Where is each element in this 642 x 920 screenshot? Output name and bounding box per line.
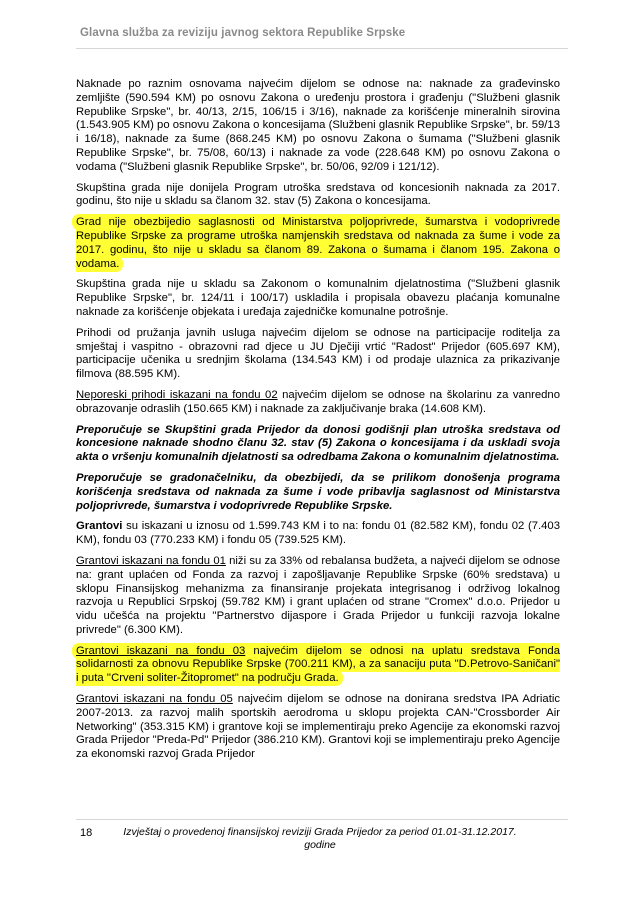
text-fund01: niži su za 33% od rebalansa budžeta, a najveći dijelom se odnose na: grant uplaćen od Fonda za razvoj i zapošljavanje Republike Srpske (60% sredstava) u sklopu Finansijskog mehanizma za finansiranje projekata integrisanog i održivog lokalnog razvoja u Republici Srpskoj (59.782 KM) i grant uplaćen od strane "Cromex" d.o.o. Prijedor u vidu učešća na projektu ''Partnerstvo dijaspore i Grada Prijedor u funkciji razvoja lokalne privrede" (6.300 KM).	[76, 554, 560, 636]
page-number: 18	[80, 827, 93, 839]
header-divider	[76, 48, 568, 49]
recommendation-mayor: Preporučuje se gradonačelniku, da obezbijedi, da se prilikom donošenja programa korišćenja sredstava od naknada za šume i vode pribavlja saglasnost od Ministarstva poljoprivrede, šumarstva i vodoprivrede Republike Srpske.	[76, 471, 560, 512]
text-fund05: najvećim dijelom se odnose na donirana sredstva IPA Adriatic 2007-2013. za razvoj malih sportskih aerodroma u sklopu projekta CAN-"Crossborder Air Networking" (353.315 KM) i grantove koji se implementiraju preko Agencije za ekonomski razvoj Grada Prijedor "Preda-Pd" Prijedor (386.210 KM). Grantovi koji se implementiraju preko Agencije za ekonomski razvoj Grada Prijedor	[76, 693, 560, 761]
footer-caption: Izvještaj o provedenoj finansijskoj reviziji Grada Prijedor za period 01.01-31.12.2017. godine	[123, 826, 517, 851]
paragraph-public-services: Prihodi od pružanja javnih usluga najvećim dijelom se odnose na participacije roditelja za smještaj i vaspitno - obrazovni rad djece u JU Dječiji vrtić "Radost" Prijedor (605.697 KM), participacije učenika u srednjim školama (134.543 KM) i od prodaje ulaznica za prikazivanje filmova (88.595 KM).	[76, 326, 560, 381]
paragraph-concession-program: Skupština grada nije donijela Program utroška sredstava od koncesionih naknada za 2017. godinu, što nije u skladu sa članom 32. stav (5) Zakona o koncesijama.	[76, 181, 560, 208]
paragraph-nontax-fund02	[76, 389, 560, 417]
underlined-fund01: Grantovi iskazani na fondu 01	[76, 554, 226, 567]
paragraph-grants-fund05	[76, 693, 560, 762]
bold-grants: Grantovi	[76, 520, 123, 533]
page-header: Glavna služba za reviziju javnog sektora Republike Srpske	[80, 27, 406, 39]
paragraph-grants-fund03-highlighted	[76, 645, 560, 686]
paragraph-fees: Naknade po raznim osnovama najvećim dijelom se odnose na: naknade za građevinsko zemljište (590.594 KM) po osnovu Zakona o uređenju prostora i građenju ("Službeni glasnik Republike Srpske", br. 40/13, 2/15, 106/15 i 3/16), naknade za korišćenje mineralnih sirovina (1.543.905 KM) po osnovu Zakona o koncesijama (Službeni glasnik Republike Srpske", br. 59/13 i 16/18), naknade za šume (868.245 KM) po osnovu Zakona o šumama ("Službeni glasnik Republike Srpske", br. 75/08, 60/13) i naknade za vode (228.648 KM) po osnovu Zakona o vodama ("Službeni glasnik Republike Srpske", br. 50/06, 92/09 i 121/12).	[76, 78, 560, 173]
underlined-fund05: Grantovi iskazani na fondu 05	[76, 693, 233, 706]
paragraph-consent-highlighted	[76, 216, 560, 271]
highlight-fund03	[73, 644, 560, 686]
text-grants: su iskazani u iznosu od 1.599.743 KM i to na: fondu 01 (82.582 KM), fondu 02 (7.403 KM), fondu 03 (770.233 KM) i fondu 05 (739.525 KM).	[76, 520, 560, 547]
highlight-consent: Grad nije obezbijedio saglasnosti od Ministarstva poljoprivrede, šumarstva i vodoprivrede Republike Srpske za programe utroška namjenskih sredstava od naknada za šume i vode za 2017. godinu, što nije u skladu sa članom 89. Zakona o šumama i članom 195. Zakona o vodama.	[73, 215, 560, 270]
text-fund03: najvećim dijelom se odnosi na uplatu sredstava Fonda solidarnosti za obnovu Republike Srpske (700.211 KM), a za sanaciju puta "D.Petrovo-Saničani" i puta ''Crveni soliter-Žitopromet" na području Grada.	[76, 644, 560, 685]
underlined-fund02: Neporeski prihodi iskazani na fondu 02	[76, 388, 278, 401]
text-fund02: najvećim dijelom se odnose na školarinu za vanredno obrazovanje odraslih (150.665 KM) i naknade za zaključivanje braka (14.608 KM).	[76, 388, 561, 415]
footer-divider	[76, 819, 568, 820]
document-body	[76, 78, 560, 769]
paragraph-communal: Skupština grada nije u skladu sa Zakonom o komunalnim djelatnostima ("Službeni glasnik Republike Srpske", br. 124/11 i 100/17) uskladila i propisala obavezu plaćanja komunalne naknade za korišćenje objekata i uređaja zajedničke komunalne potrošnje.	[76, 278, 560, 318]
recommendation-assembly: Preporučuje se Skupštini grada Prijedor da donosi godišnji plan utroška sredstava od koncesione naknade shodno članu 32. stav (5) Zakona o koncesijama i da uskladi svoja akta o vršenju komunalnih djelatnosti sa odredbama Zakona o komunalnim djelatnostima.	[76, 423, 560, 464]
underlined-fund03: Grantovi iskazani na fondu 03	[76, 644, 246, 657]
paragraph-grants-fund01	[76, 555, 560, 638]
paragraph-grants	[76, 520, 560, 548]
